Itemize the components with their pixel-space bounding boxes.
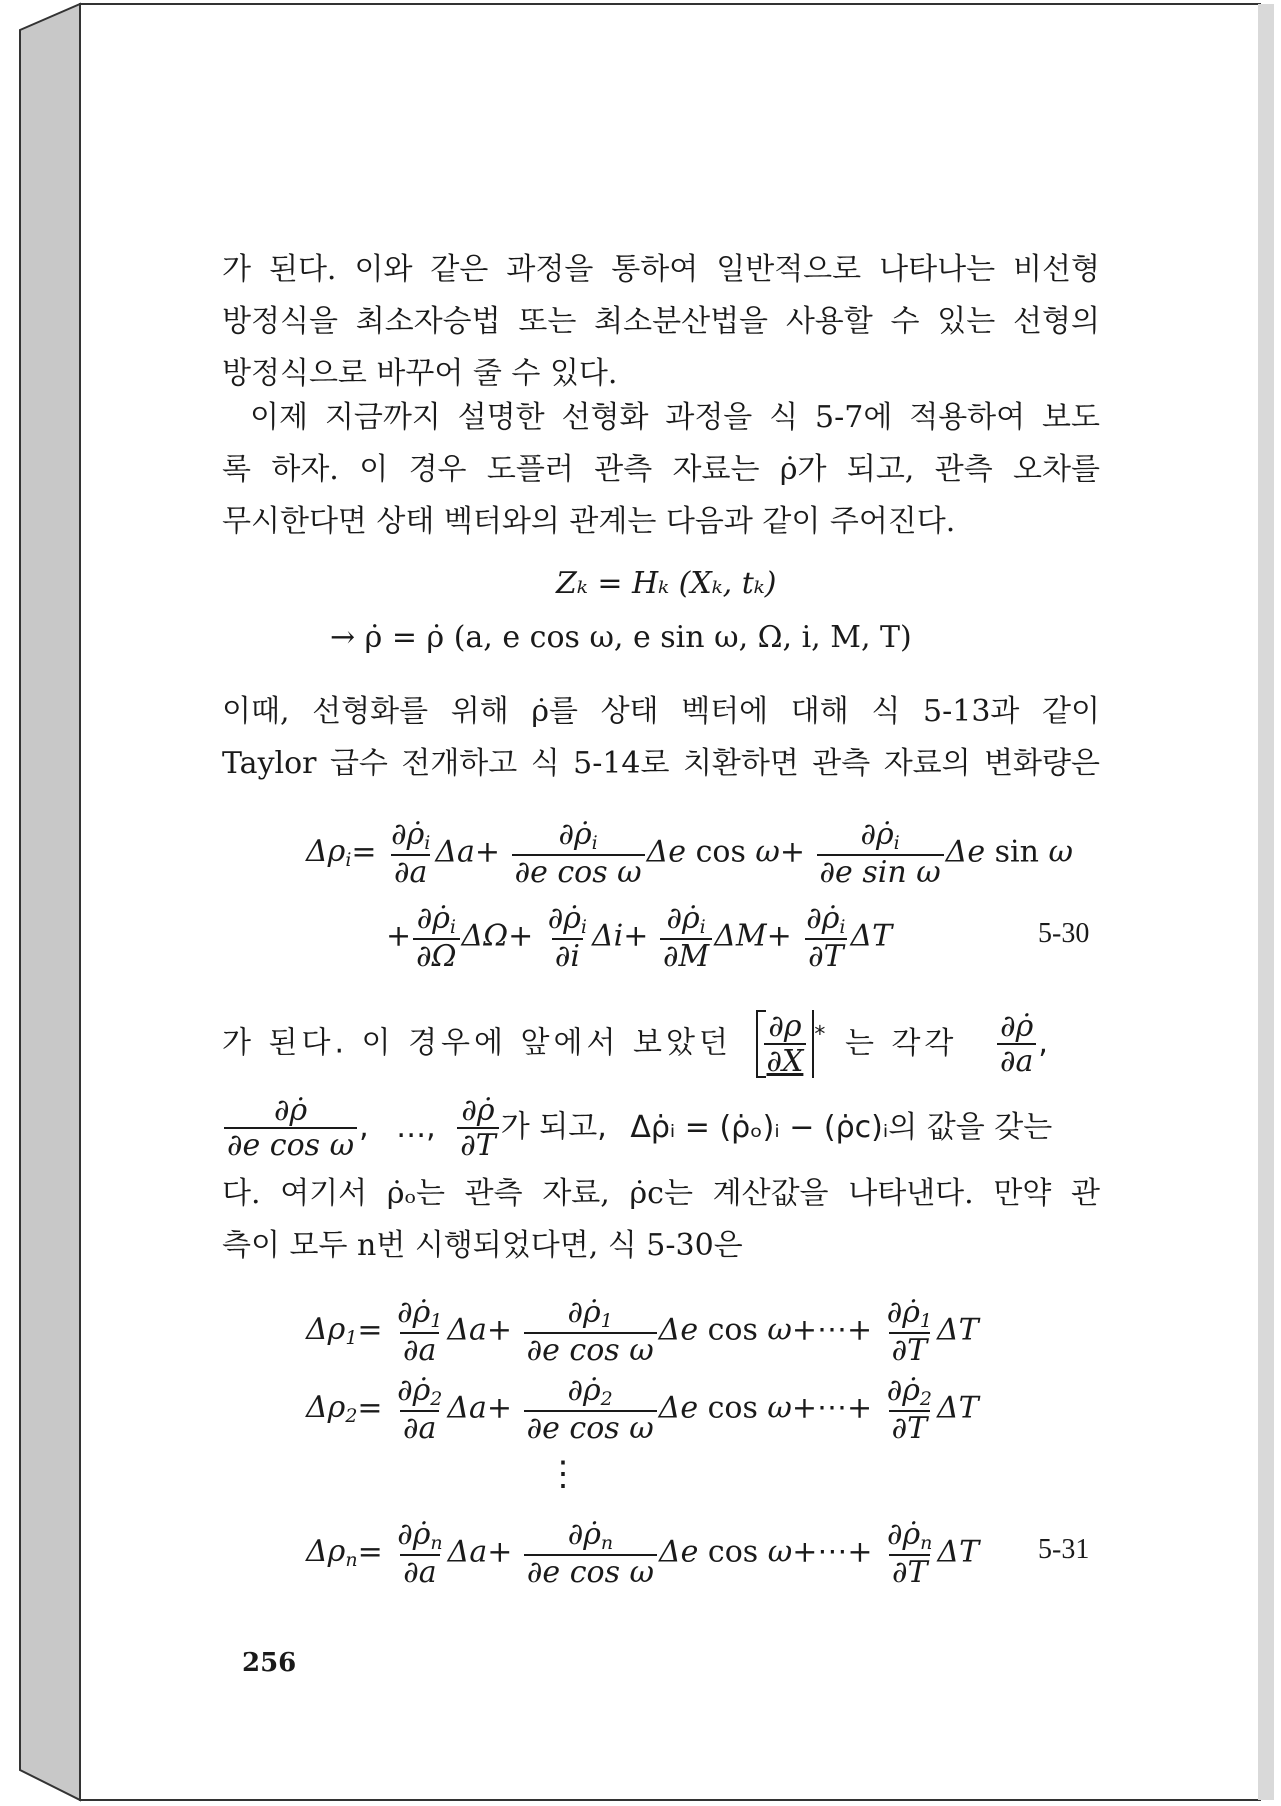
- paragraph-4-rest: [222, 1168, 1100, 1272]
- page-number: 256: [242, 1648, 297, 1678]
- text-line: 가 된다. 이와 같은 과정을 통하여 일반적으로 나타나는 비선형: [222, 252, 1100, 287]
- text-line: 방정식을 최소자승법 또는 최소분산법을 사용할 수 있는 선형의: [222, 304, 1100, 339]
- fraction: $\frac{\partial\rhȯ_i}{\partial a}$: [391, 817, 431, 890]
- equation-5-31-row-2: $\Delta\rho_2=$ $\frac{\partial\rhȯ_2}{\partial a}$ Δa+ $\frac{\partial\rhȯ_2}{\text{∂e cos ω}}$ Δe cos ω+⋯+ $\frac{\partial\rhȯ_2}{\partial T}$ ΔT: [306, 1373, 979, 1446]
- text-segment: 가 되고,: [500, 1109, 607, 1145]
- text-line: 무시한다면 상태 벡터와의 관계는 다음과 같이 주어진다.: [222, 504, 956, 539]
- equation-5-31-row-n: $\Delta\rho_n=$ $\frac{\partial\rhȯ_n}{\partial a}$ Δa+ $\frac{\partial\rhȯ_n}{\text{∂e cos ω}}$ Δe cos ω+⋯+ $\frac{\partial\rhȯ_n}{\partial T}$ ΔT: [306, 1517, 980, 1590]
- text-segment: Δρ̇ᵢ = (ρ̇ₒ)ᵢ − (ρ̇c)ᵢ의 값을 갖는: [630, 1109, 1053, 1145]
- fraction: $\frac{\partial\rhȯ_1}{\partial a}$: [397, 1295, 443, 1368]
- fraction: $\frac{\partial\rhȯ_i}{\partial T}$: [806, 901, 846, 974]
- fraction: $\frac{\partial\rhȯ_2}{\partial T}$: [886, 1373, 932, 1446]
- fraction: $\frac{\partial\rhȯ_2}{\partial a}$: [397, 1373, 443, 1446]
- text-line: 방정식으로 바꾸어 줄 수 있다.: [222, 356, 618, 391]
- fraction: $\frac{\partial\rhȯ_1}{\partial T}$: [886, 1295, 932, 1368]
- equation-5-30-line-2: + $\frac{\partial\rhȯ_i}{\partial\Omega}$ ΔΩ+ $\frac{\partial\rhȯ_i}{\partial i}$ Δi+ $\frac{\partial\rhȯ_i}{\partial M}$ ΔM+ $\frac{\partial\rhȯ_i}{\partial T}$ ΔT: [386, 901, 893, 974]
- text-line: Taylor 급수 전개하고 식 5-14로 치환하면 관측 자료의 변화량은: [222, 746, 1100, 781]
- equation-5-30-line-1: $\Delta\rho_i=$ $\frac{\partial\rhȯ_i}{\partial a}$ Δa+ $\frac{\partial\rhȯ_i}{\text{∂e cos ω}}$ Δe cos ω+ $\frac{\partial\rhȯ_i}{\text{∂e sin ω}}$ Δe sin ω: [306, 817, 1073, 890]
- equation-number: 5-30: [1038, 918, 1090, 949]
- text-line: 다. 여기서 ρ̇ₒ는 관측 자료, ρ̇c는 계산값을 나타낸다. 만약 관: [222, 1176, 1100, 1211]
- paragraph-2: [222, 392, 1100, 548]
- fraction: $\frac{\partial\rhȯ_n}{\partial T}$: [887, 1517, 933, 1590]
- fraction: $\frac{\partial\rhȯ_1}{\text{∂e cos ω}}$: [524, 1296, 657, 1367]
- fraction: $\frac{\partial\rhȯ_n}{\text{∂e cos ω}}$: [524, 1518, 657, 1589]
- paragraph-1: [222, 244, 1100, 400]
- text-segment: 가 된다. 이 경우에 앞에서 보았던: [222, 1025, 732, 1061]
- matrix-bracket: $\frac{\partial\rho}{\partial X}$: [756, 1010, 815, 1078]
- text-segment: 는 각각: [844, 1025, 958, 1061]
- text-line: 록 하자. 이 경우 도플러 관측 자료는 ρ̇가 되고, 관측 오차를: [222, 452, 1100, 487]
- text-line: 이제 지금까지 설명한 선형화 과정을 식 5-7에 적용하여 보도: [250, 400, 1100, 435]
- text-line: 이때, 선형화를 위해 ρ̇를 상태 벡터에 대해 식 5-13과 같이: [222, 694, 1100, 729]
- fraction: $\frac{\partial\rhȯ_i}{\partial i}$: [547, 901, 587, 974]
- equation-5-31-row-1: $\Delta\rho_1=$ $\frac{\partial\rhȯ_1}{\partial a}$ Δa+ $\frac{\partial\rhȯ_1}{\text{∂e cos ω}}$ Δe cos ω+⋯+ $\frac{\partial\rhȯ_1}{\partial T}$ ΔT: [306, 1295, 979, 1368]
- fraction: $\frac{\partial\rhȯ_i}{\partial\Omega}$: [413, 902, 459, 973]
- fraction: $\frac{\partial\rhȯ_2}{\text{∂e cos ω}}$: [524, 1374, 657, 1445]
- paragraph-4-line-1: 가 된다. 이 경우에 앞에서 보았던 $\frac{\partial\rho}{\partial X}$ * 는 각각 $\frac{\partial\rhȯ}{\partial a}$ ,: [222, 1009, 1048, 1079]
- equation-number: 5-31: [1038, 1534, 1090, 1565]
- equation-state-relation: Zₖ = Hₖ (Xₖ, tₖ): [556, 566, 777, 601]
- fraction: $\frac{\partial\rhȯ_i}{\text{∂e cos ω}}$: [512, 818, 645, 889]
- fraction: $\frac{\partial\rhȯ_n}{\partial a}$: [397, 1517, 443, 1590]
- fraction: $\frac{\partial\rhȯ_i}{\partial M}$: [660, 902, 712, 973]
- fraction: $\frac{\partial\rhȯ_i}{\text{∂e sin ω}}$: [817, 818, 944, 889]
- vertical-ellipsis: ⋮: [546, 1454, 580, 1494]
- paragraph-3: [222, 686, 1100, 790]
- paragraph-4-line-2: $\frac{\partial\rhȯ}{\text{∂e cos ω}}$ , …, $\frac{\partial\rhȯ}{\partial T}$ 가 되고, Δρ̇ᵢ = (ρ̇ₒ)ᵢ − (ρ̇c)ᵢ의 값을 갖는: [222, 1094, 1052, 1162]
- text-segment: …,: [396, 1109, 436, 1145]
- equation-rho-dot-function: → ρ̇ = ρ̇ (a, e cos ω, e sin ω, Ω, i, M, T): [330, 620, 912, 655]
- text-line: 측이 모두 n번 시행되었다면, 식 5-30은: [222, 1228, 743, 1263]
